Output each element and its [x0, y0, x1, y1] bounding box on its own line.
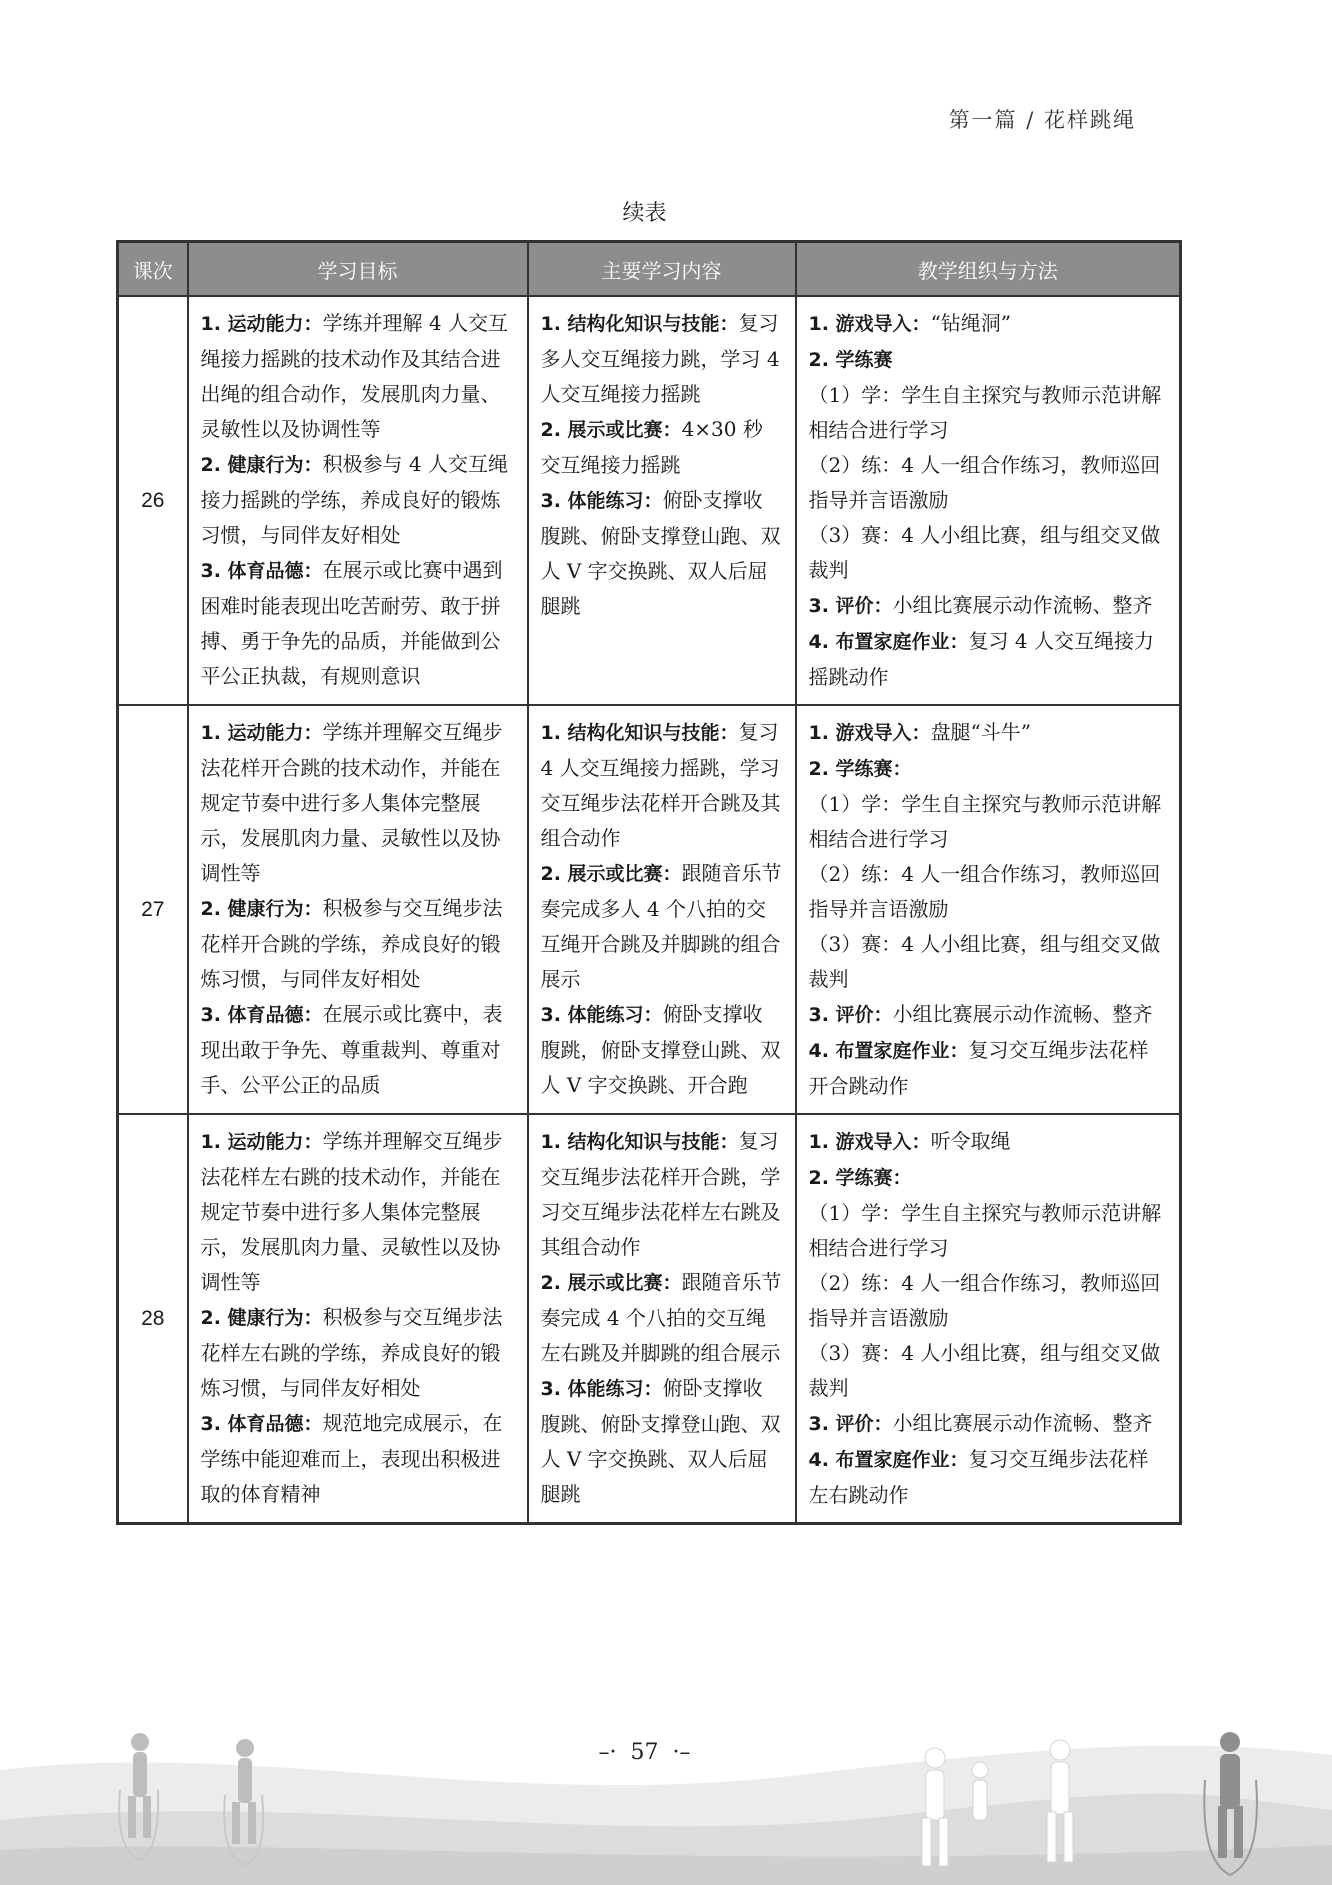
header-methods: 教学组织与方法 — [796, 242, 1181, 297]
item-label: 3. 体能练习： — [540, 1378, 663, 1400]
item-text: （1）学：学生自主探究与教师示范讲解相结合进行学习 — [808, 383, 1162, 442]
header-content: 主要学习内容 — [528, 242, 796, 297]
item-label: 1. 运动能力： — [200, 722, 323, 744]
goals-cell — [188, 705, 528, 1114]
cell-item — [809, 1124, 1168, 1160]
item-label: 3. 评价： — [808, 1413, 893, 1435]
cell-item — [809, 1033, 1168, 1104]
header-goals: 学习目标 — [188, 242, 528, 297]
methods-cell — [796, 296, 1181, 705]
lesson-number: 27 — [118, 705, 188, 1114]
item-text: 4×30 秒交互绳接力摇跳 — [540, 417, 763, 477]
item-text: 俯卧支撑收腹跳、俯卧支撑登山跑、双人 V 字交换跳、双人后屈腿跳 — [540, 488, 781, 618]
cell-item — [809, 1196, 1168, 1266]
cell-item — [809, 1160, 1168, 1196]
cell-item — [809, 1442, 1168, 1513]
item-text: 积极参与交互绳步法花样左右跳的学练，养成良好的锻炼习惯，与同伴友好相处 — [200, 1305, 503, 1400]
cell-item — [541, 1124, 783, 1265]
cell-item — [201, 715, 515, 891]
item-text: 听令取绳 — [930, 1129, 1011, 1153]
item-label: 4. 布置家庭作业： — [808, 1449, 969, 1471]
item-label: 3. 体能练习： — [540, 1004, 663, 1026]
lesson-plan-table — [116, 240, 1182, 1525]
item-label: 3. 体育品德： — [200, 560, 323, 582]
methods-cell — [796, 705, 1181, 1114]
item-text: （3）赛：4 人小组比赛，组与组交叉做裁判 — [808, 1341, 1161, 1400]
item-text: （1）学：学生自主探究与教师示范讲解相结合进行学习 — [808, 1201, 1162, 1260]
page-number-value: 57 — [630, 1740, 659, 1765]
table-row — [118, 1114, 1181, 1524]
item-label: 1. 游戏导入： — [808, 1131, 931, 1153]
item-label: 2. 学练赛： — [808, 758, 912, 780]
goals-cell — [188, 296, 528, 705]
item-text: 复习 4 人交互绳接力摇跳，学习交互绳步法花样开合跳及其组合动作 — [540, 720, 781, 850]
cell-item — [541, 1265, 783, 1371]
cell-item — [809, 997, 1168, 1033]
cell-item — [201, 891, 515, 997]
table-caption: 续表 — [622, 201, 667, 226]
cell-item — [809, 715, 1168, 751]
item-label: 2. 展示或比赛： — [540, 863, 682, 885]
item-text: （1）学：学生自主探究与教师示范讲解相结合进行学习 — [808, 792, 1162, 851]
item-text: 跟随音乐节奏完成 4 个八拍的交互绳左右跳及并脚跳的组合展示 — [540, 1270, 782, 1365]
item-label: 2. 学练赛 — [808, 349, 893, 371]
content-cell — [528, 1114, 796, 1524]
item-text: 复习 4 人交互绳接力摇跳动作 — [808, 629, 1155, 689]
cell-item — [809, 588, 1168, 624]
item-text: 学练并理解交互绳步法花样开合跳的技术动作，并能在规定节奏中进行多人集体完整展示，发展肌肉力量、灵敏性以及协调性等 — [200, 720, 503, 885]
item-label: 4. 布置家庭作业： — [808, 1040, 969, 1062]
item-text: 小组比赛展示动作流畅、整齐 — [892, 1411, 1153, 1435]
cell-item — [809, 342, 1168, 378]
cell-item — [541, 306, 783, 412]
item-text: 学练并理解交互绳步法花样左右跳的技术动作，并能在规定节奏中进行多人集体完整展示，发展肌肉力量、灵敏性以及协调性等 — [200, 1129, 503, 1294]
item-text: （3）赛：4 人小组比赛，组与组交叉做裁判 — [808, 932, 1161, 991]
cell-item — [809, 1266, 1168, 1336]
item-text: （2）练：4 人一组合作练习，教师巡回指导并言语激励 — [808, 862, 1161, 921]
item-text: 复习多人交互绳接力跳，学习 4 人交互绳接力摇跳 — [540, 311, 780, 406]
footer-decoration — [0, 1700, 1332, 1885]
cell-item — [541, 997, 783, 1103]
item-text: 学练并理解 4 人交互绳接力摇跳的技术动作及其结合进出绳的组合动作，发展肌肉力量、灵敏性以及协调性等 — [200, 311, 509, 441]
item-text: 复习交互绳步法花样开合跳动作 — [808, 1038, 1149, 1098]
header-lesson: 课次 — [118, 242, 188, 297]
content-cell — [528, 705, 796, 1114]
item-label: 2. 健康行为： — [200, 1307, 323, 1329]
content-cell — [528, 296, 796, 705]
cell-item — [809, 378, 1168, 448]
item-text: “钻绳洞” — [930, 311, 1012, 335]
item-label: 1. 运动能力： — [200, 1131, 323, 1153]
item-text: 俯卧支撑收腹跳，俯卧支撑登山跳、双人 V 字交换跳、开合跑 — [540, 1002, 781, 1097]
item-text: 积极参与交互绳步法花样开合跳的学练，养成良好的锻炼习惯，与同伴友好相处 — [200, 896, 503, 991]
lesson-number: 26 — [118, 296, 188, 705]
item-text: 在展示或比赛中遇到困难时能表现出吃苦耐劳、敢于拼搏、勇于争先的品质，并能做到公平公正执裁，有规则意识 — [200, 558, 503, 688]
item-label: 3. 体能练习： — [540, 490, 663, 512]
cell-item — [809, 787, 1168, 857]
item-text: 复习交互绳步法花样开合跳，学习交互绳步法花样左右跳及其组合动作 — [540, 1129, 781, 1259]
cell-item — [201, 306, 515, 447]
item-text: 跟随音乐节奏完成多人 4 个八拍的交互绳开合跳及并脚跳的组合展示 — [540, 861, 782, 991]
lesson-number: 28 — [118, 1114, 188, 1524]
item-text: 复习交互绳步法花样左右跳动作 — [808, 1447, 1149, 1507]
table-row — [118, 296, 1181, 705]
cell-item — [201, 447, 515, 553]
item-label: 1. 结构化知识与技能： — [540, 1131, 739, 1153]
item-label: 2. 展示或比赛： — [540, 419, 682, 441]
cell-item — [201, 1300, 515, 1406]
cell-item — [809, 1406, 1168, 1442]
cell-item — [809, 857, 1168, 927]
cell-item — [541, 412, 783, 483]
goals-cell — [188, 1114, 528, 1524]
cell-item — [809, 1336, 1168, 1406]
cell-item — [541, 856, 783, 997]
cell-item — [809, 306, 1168, 342]
item-text: 积极参与 4 人交互绳接力摇跳的学练，养成良好的锻炼习惯，与同伴友好相处 — [200, 452, 509, 547]
table-header-row — [118, 242, 1181, 297]
cell-item — [201, 1124, 515, 1300]
item-label: 1. 结构化知识与技能： — [540, 313, 739, 335]
item-label: 2. 学练赛： — [808, 1167, 912, 1189]
item-label: 3. 评价： — [808, 595, 893, 617]
item-label: 1. 游戏导入： — [808, 313, 931, 335]
cell-item — [809, 448, 1168, 518]
item-label: 3. 体育品德： — [200, 1413, 323, 1435]
item-text: （2）练：4 人一组合作练习，教师巡回指导并言语激励 — [808, 1271, 1161, 1330]
item-text: 俯卧支撑收腹跳、俯卧支撑登山跑、双人 V 字交换跳、双人后屈腿跳 — [540, 1376, 781, 1506]
table-row — [118, 705, 1181, 1114]
item-label: 4. 布置家庭作业： — [808, 631, 969, 653]
item-label: 1. 运动能力： — [200, 313, 323, 335]
cell-item — [809, 518, 1168, 588]
page-number — [0, 1740, 1289, 1765]
item-text: 小组比赛展示动作流畅、整齐 — [892, 1002, 1153, 1026]
cell-item — [809, 927, 1168, 997]
item-label: 3. 体育品德： — [200, 1004, 323, 1026]
methods-cell — [796, 1114, 1181, 1524]
page-number-dash-right: ·– — [658, 1740, 691, 1765]
item-label: 1. 游戏导入： — [808, 722, 931, 744]
item-text: （3）赛：4 人小组比赛，组与组交叉做裁判 — [808, 523, 1161, 582]
cell-item — [201, 553, 515, 694]
cell-item — [541, 715, 783, 856]
item-label: 2. 健康行为： — [200, 898, 323, 920]
item-text: 小组比赛展示动作流畅、整齐 — [892, 593, 1153, 617]
item-label: 3. 评价： — [808, 1004, 893, 1026]
cell-item — [809, 624, 1168, 695]
item-label: 2. 健康行为： — [200, 454, 323, 476]
cell-item — [541, 483, 783, 624]
cell-item — [541, 1371, 783, 1512]
page-number-dash-left: –· — [598, 1740, 631, 1765]
item-text: 规范地完成展示，在学练中能迎难而上，表现出积极进取的体育精神 — [200, 1411, 503, 1506]
cell-item — [201, 1406, 515, 1512]
item-text: 在展示或比赛中，表现出敢于争先、尊重裁判、尊重对手、公平公正的品质 — [200, 1002, 503, 1097]
cell-item — [809, 751, 1168, 787]
item-text: （2）练：4 人一组合作练习，教师巡回指导并言语激励 — [808, 453, 1161, 512]
item-label: 1. 结构化知识与技能： — [540, 722, 739, 744]
running-head: 第一篇 / 花样跳绳 — [948, 108, 1136, 132]
item-text: 盘腿“斗牛” — [930, 720, 1032, 744]
cell-item — [201, 997, 515, 1103]
item-label: 2. 展示或比赛： — [540, 1272, 682, 1294]
